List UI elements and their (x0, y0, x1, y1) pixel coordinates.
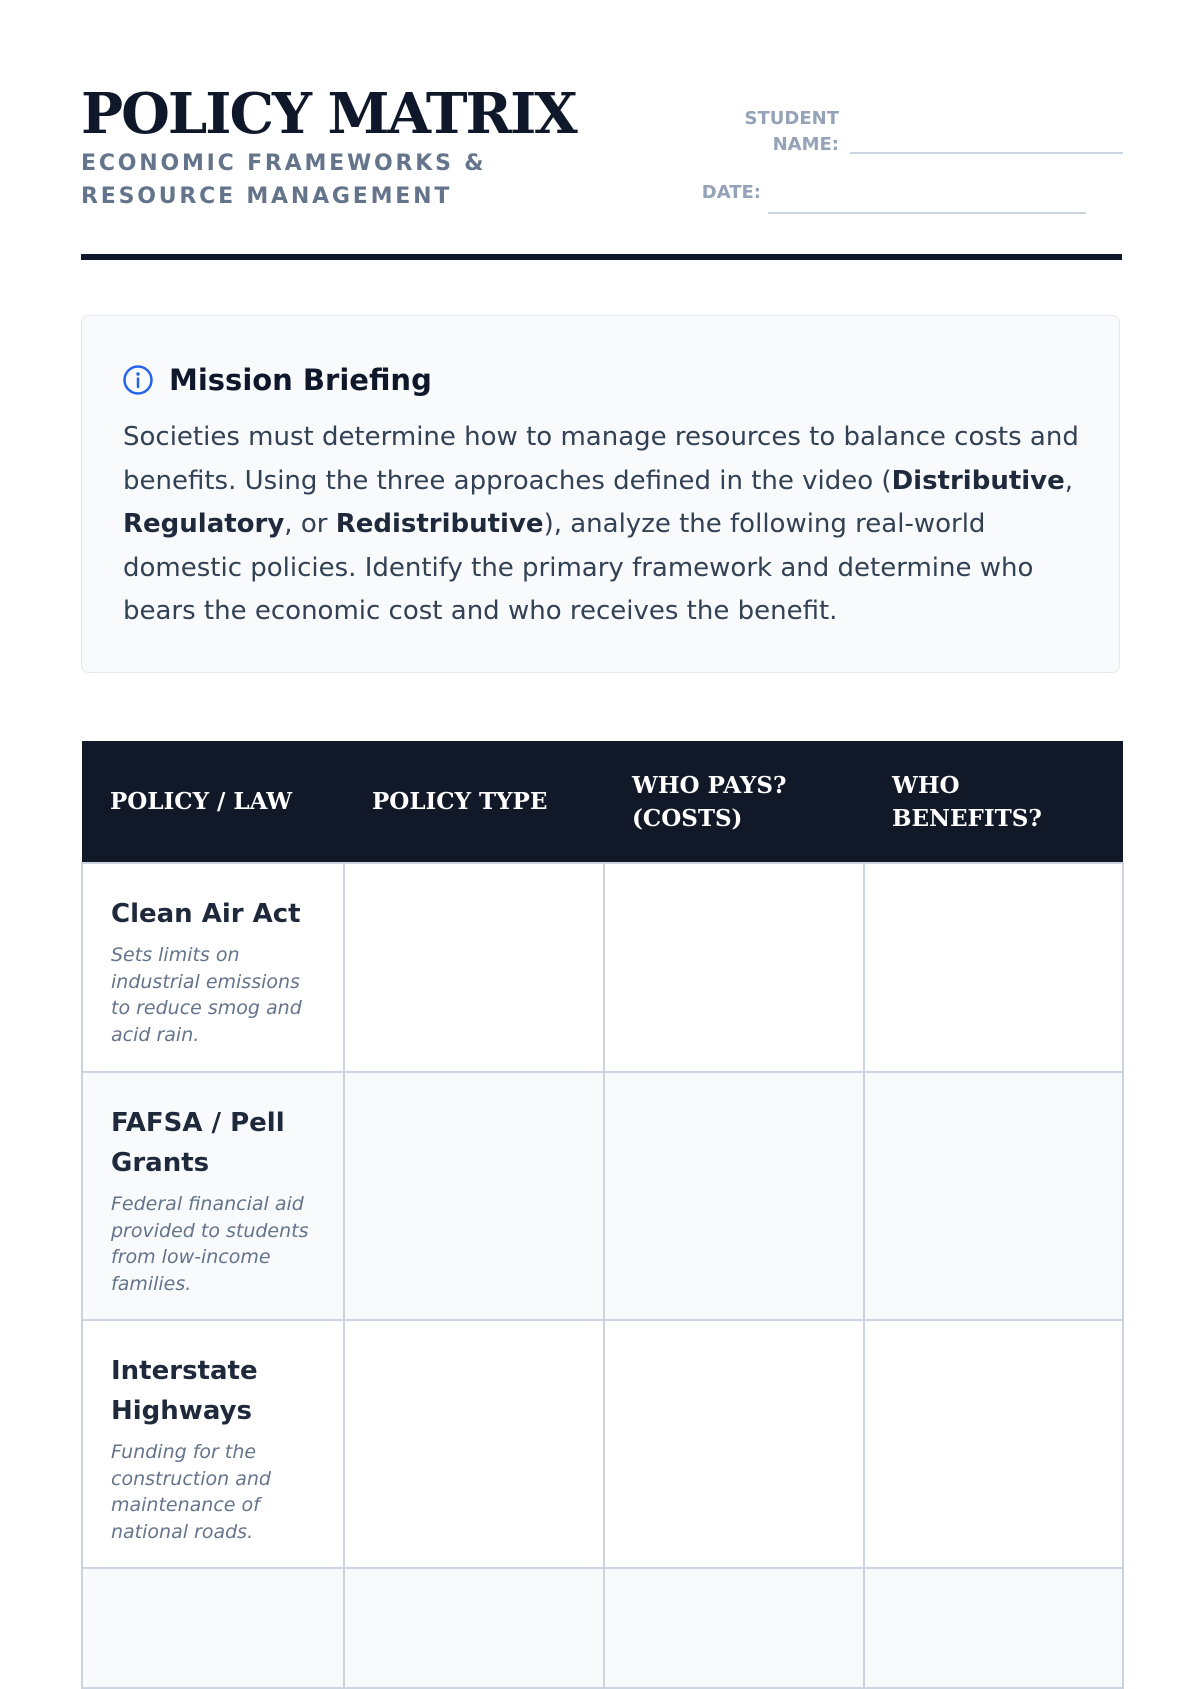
policy-name: Interstate Highways (111, 1356, 258, 1426)
table-row (82, 1320, 1123, 1568)
policy-name: Clean Air Act (111, 899, 301, 929)
page-header (81, 0, 1122, 264)
table-header-row (82, 741, 1123, 863)
policy-type-answer-cell[interactable] (344, 1320, 604, 1568)
policy-type-answer-cell[interactable] (344, 863, 604, 1072)
policy-cell (82, 863, 344, 1072)
who-pays-answer-cell[interactable] (604, 1320, 864, 1568)
who-pays-answer-cell[interactable] (604, 1072, 864, 1320)
policy-description: Federal financial aid provided to students from low-income families. (111, 1193, 309, 1295)
policy-cell (82, 1320, 344, 1568)
policy-type-answer-cell[interactable] (344, 1568, 604, 1688)
policy-type-answer-cell[interactable] (344, 1072, 604, 1320)
date-field[interactable] (768, 212, 1086, 214)
column-header-who-benefits: WHO BENEFITS? (864, 741, 1123, 863)
term-distributive: Distributive (891, 465, 1065, 496)
column-header-who-pays: WHO PAYS? (COSTS) (604, 741, 864, 863)
who-pays-answer-cell[interactable] (604, 863, 864, 1072)
briefing-title: Mission Briefing (169, 363, 432, 397)
column-header-policy: POLICY / LAW (82, 741, 344, 863)
table-row (82, 1072, 1123, 1320)
policy-cell (82, 1072, 344, 1320)
policy-description: Sets limits on industrial emissions to reduce smog and acid rain. (111, 944, 302, 1046)
header-divider (81, 254, 1122, 260)
policy-cell (82, 1568, 344, 1688)
student-name-field[interactable] (850, 152, 1123, 154)
who-benefits-answer-cell[interactable] (864, 1320, 1123, 1568)
briefing-text: Societies must determine how to manage resources to balance costs and benefits. Using the three approaches defined in the video (Distributive, Regulatory, or Redistributive), analyze the following real-world domestic policies. Identify the primary framework and determine who bears the economic cost and who receives the benefit. (123, 422, 1079, 626)
policy-name: FAFSA / Pell Grants (111, 1108, 285, 1178)
policy-matrix-table (81, 741, 1124, 1689)
info-icon (122, 364, 154, 396)
worksheet-page (81, 0, 1122, 1543)
page-title: POLICY MATRIX (81, 81, 576, 147)
policy-description: Funding for the construction and maintenance of national roads. (111, 1441, 271, 1543)
who-benefits-answer-cell[interactable] (864, 863, 1123, 1072)
student-name-label: STUDENT NAME: (744, 108, 839, 155)
table-row (82, 863, 1123, 1072)
column-header-type: POLICY TYPE (344, 741, 604, 863)
term-regulatory: Regulatory (123, 509, 285, 539)
who-benefits-answer-cell[interactable] (864, 1072, 1123, 1320)
who-benefits-answer-cell[interactable] (864, 1568, 1123, 1688)
who-pays-answer-cell[interactable] (604, 1568, 864, 1688)
date-label: DATE: (701, 182, 761, 203)
term-redistributive: Redistributive (335, 509, 544, 539)
table-row (82, 1568, 1123, 1688)
page-subtitle: ECONOMIC FRAMEWORKS & RESOURCE MANAGEMENT (81, 151, 487, 209)
mission-briefing-box (81, 315, 1120, 673)
